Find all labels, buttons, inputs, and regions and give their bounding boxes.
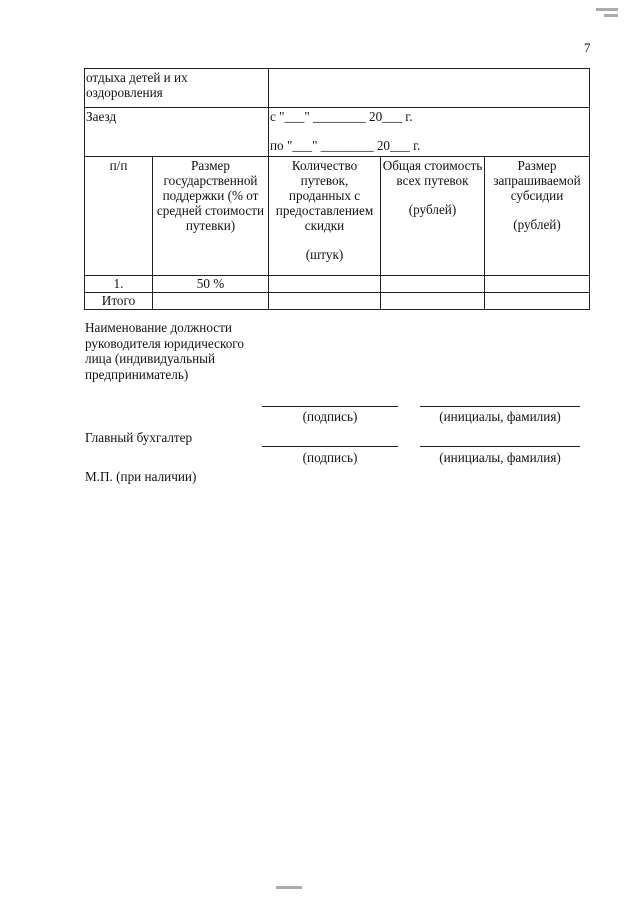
header-label: Размер государственной поддержки (% от средней стоимости путевки) [156,158,265,233]
arrival-label: Заезд [86,109,117,124]
table-row [85,69,590,108]
header-total [381,157,485,276]
header-subsidy [485,157,590,276]
header-label: Количество путевок, проданных с предоставлением скидки [275,158,374,233]
head-initials-line [420,406,580,407]
page-number: 7 [584,40,591,55]
cell-number: 1. [85,276,153,293]
application-table [84,68,590,310]
stamp-note: М.П. (при наличии) [85,469,197,484]
header-unit: (штук) [305,247,344,262]
header-count [269,157,381,276]
accountant-initials-caption: (инициалы, фамилия) [439,450,561,465]
head-signature-caption: (подпись) [302,409,358,424]
header-label: Общая стоимость всех путевок [382,158,483,188]
head-signature-line [262,406,398,407]
cell-subsidy [485,293,590,310]
cell-subsidy [485,276,590,293]
arrival-dates-cell [269,108,590,157]
rest-label-cell [85,69,269,108]
scan-artifact [596,8,618,11]
header-label: Размер запрашиваемой субсидии [493,158,581,203]
cell-number: Итого [85,293,153,310]
table-row [85,293,590,310]
cell-total [381,293,485,310]
cell-support [153,293,269,310]
table-header-row [85,157,590,276]
cell-total [381,276,485,293]
arrival-to: по "___" ________ 20___ г. [270,138,421,153]
accountant-initials-line [420,446,580,447]
cell-count [269,276,381,293]
header-label: п/п [109,158,128,173]
accountant-signature-caption: (подпись) [302,450,358,465]
header-number [85,157,153,276]
rest-value-cell [269,69,590,108]
table-row [85,276,590,293]
table-row [85,108,590,157]
chief-accountant-label: Главный бухгалтер [85,430,193,445]
cell-count [269,293,381,310]
cell-support: 50 % [153,276,269,293]
accountant-signature-line [262,446,398,447]
header-unit: (рублей) [408,202,457,217]
arrival-label-cell [85,108,269,157]
arrival-from: с "___" ________ 20___ г. [270,109,413,124]
rest-label: отдыха детей и их оздоровления [86,70,188,100]
header-unit: (рублей) [513,217,561,232]
header-support [153,157,269,276]
scan-artifact [604,14,618,17]
scan-artifact [276,886,302,889]
head-initials-caption: (инициалы, фамилия) [439,409,561,424]
head-title: Наименование должности руководителя юридического лица (индивидуальный предприниматель) [85,320,244,382]
